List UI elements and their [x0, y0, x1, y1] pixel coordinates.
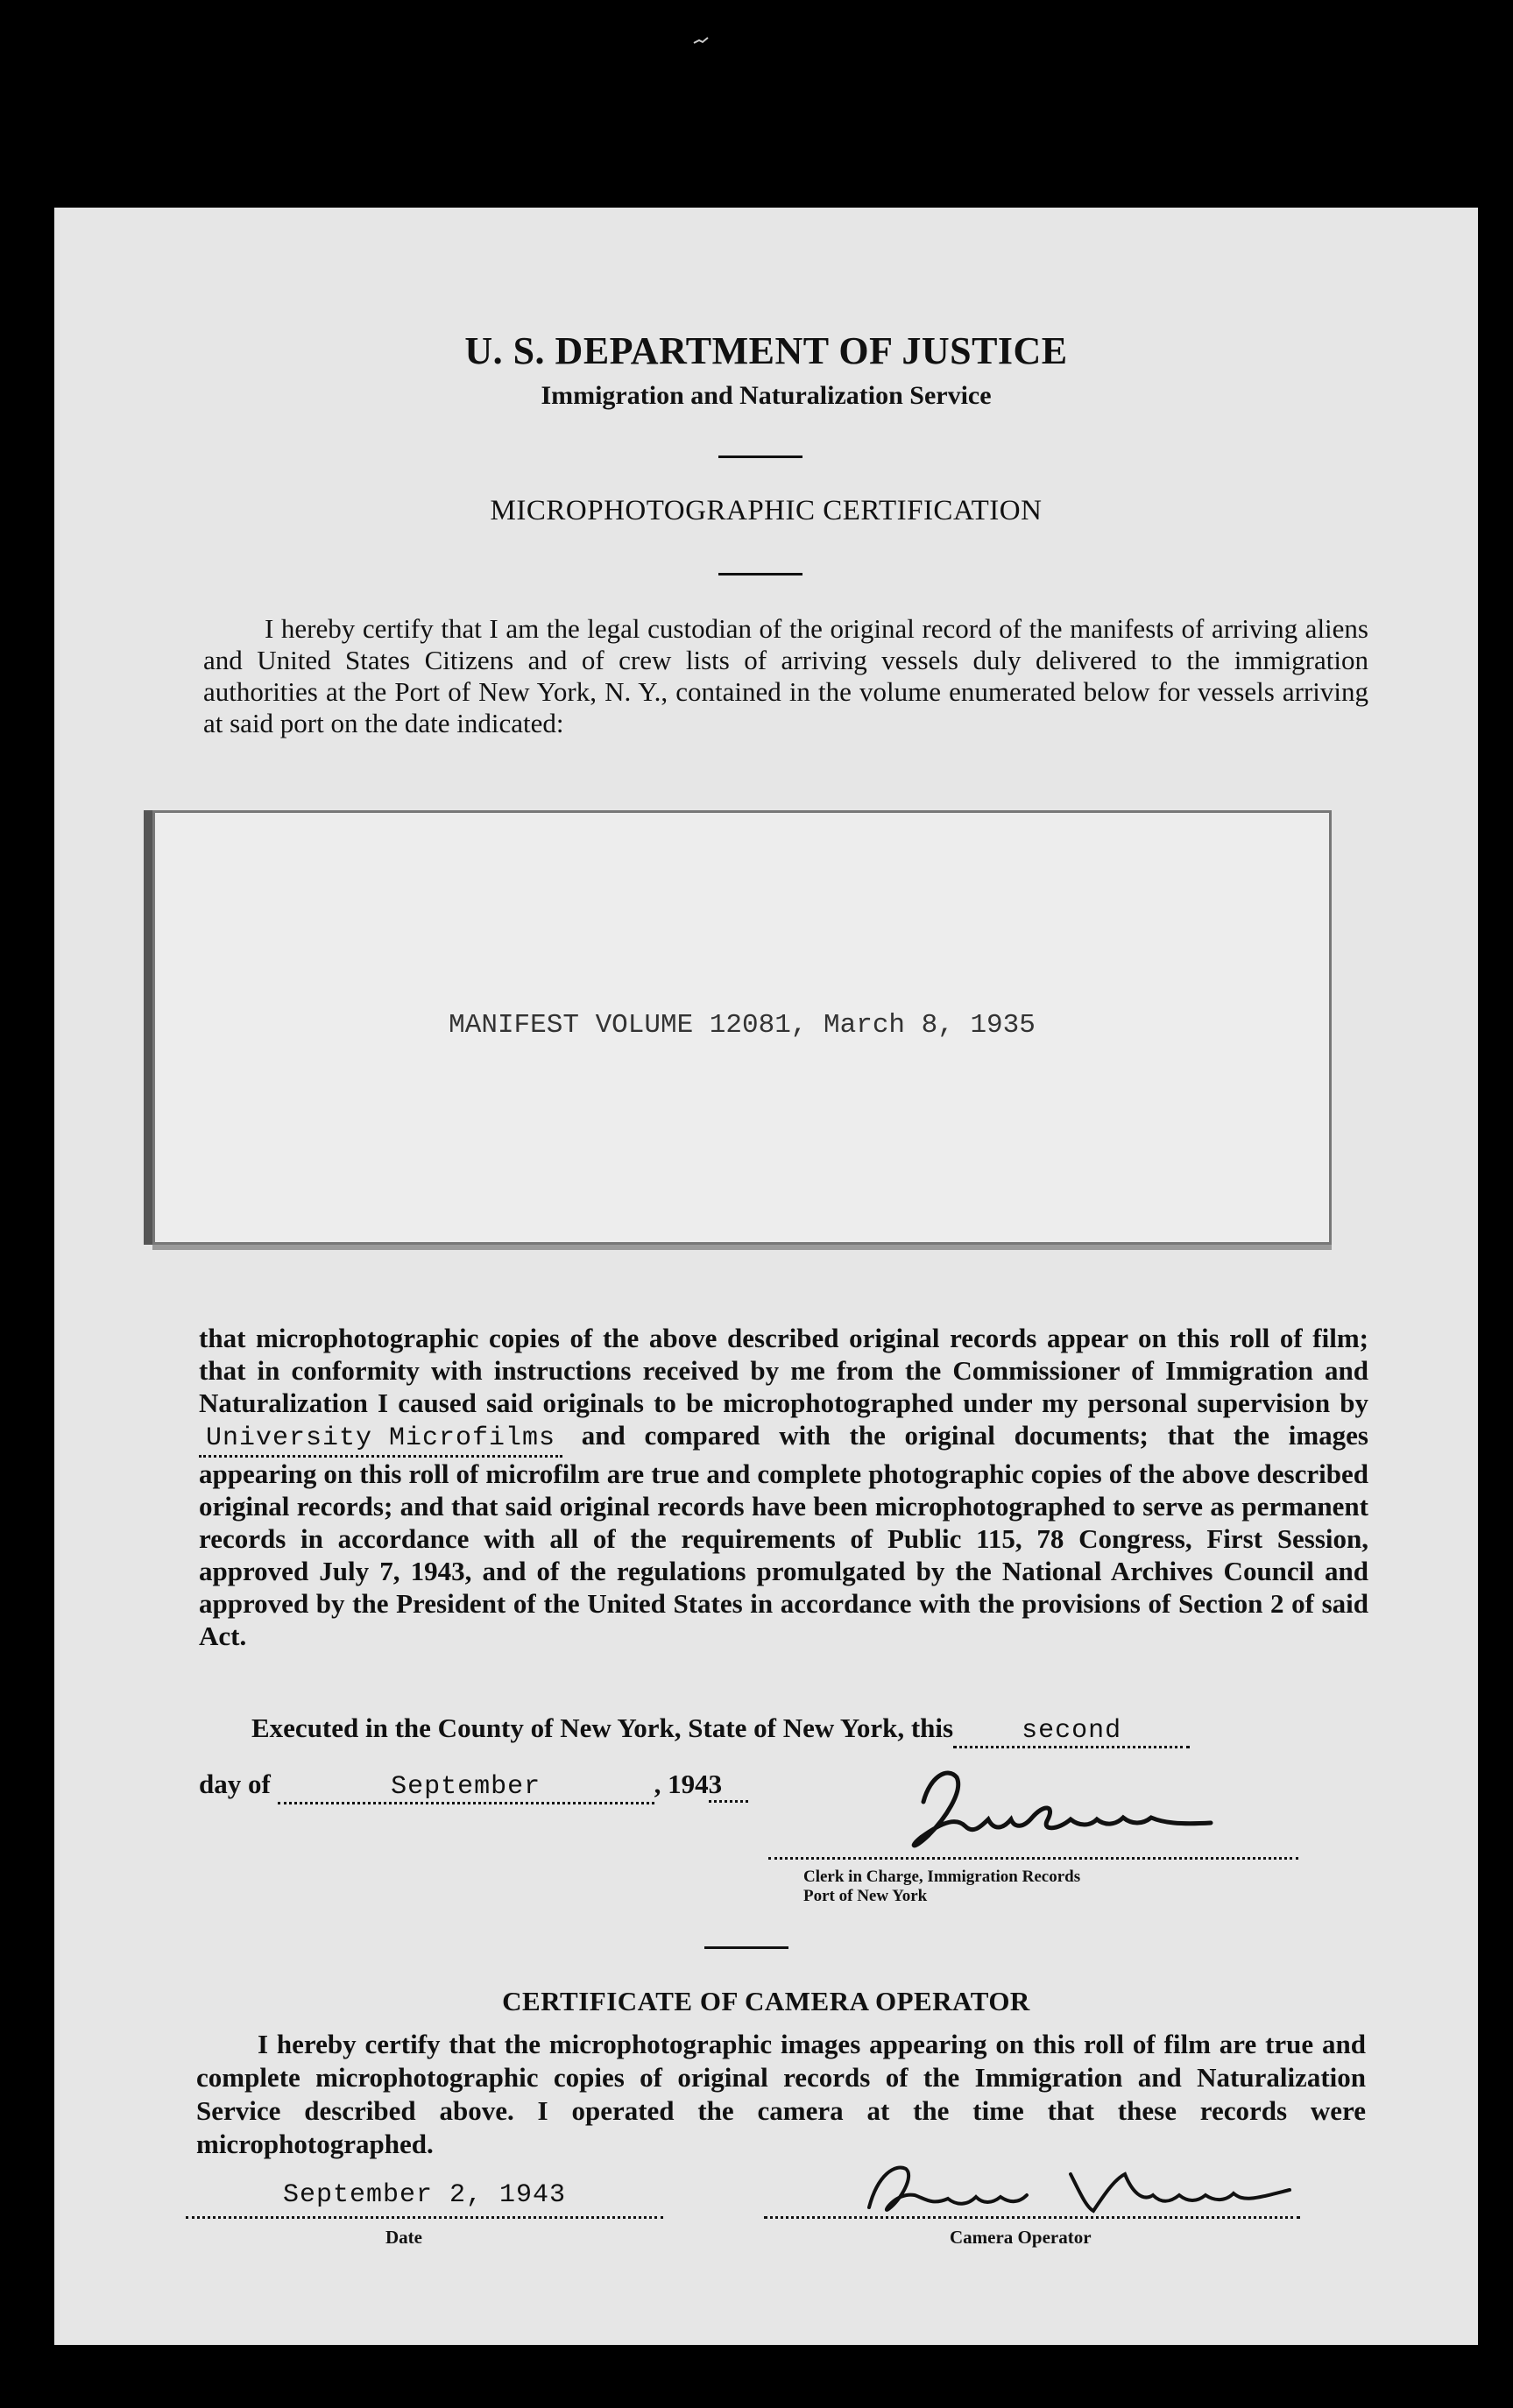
execution-month-field: September	[278, 1772, 654, 1804]
manifest-volume-label: MANIFEST VOLUME 12081, March 8, 1935	[449, 1010, 1036, 1041]
supervisor-field: University Microfilms	[199, 1423, 562, 1458]
intro-paragraph: I hereby certify that I am the legal custodian of the original record of the manifests of arriving aliens and United States Citizens and of crew lists of arriving vessels duly delivered to the immigration authorities at the Port of New York, N. Y., contained in the volume enumerated below for vessels arriving at said port on the date indicated:	[203, 613, 1368, 738]
camera-certificate-heading: CERTIFICATE OF CAMERA OPERATOR	[502, 1986, 1030, 2016]
execution-line: Executed in the County of New York, State of New York, this second	[251, 1712, 1190, 1748]
film-speck	[692, 35, 711, 46]
camera-date-label: Date	[385, 2227, 422, 2248]
camera-certificate-text: I hereby certify that the microphotographic images appearing on this roll of film are true and complete microphotographic copies of original records of the Immigration and Naturalization Service described above. I operated the camera at the time that these records were microphotographed.	[196, 2029, 1366, 2159]
divider	[704, 1946, 788, 1949]
clerk-signature	[860, 1767, 1298, 1863]
operator-signature-line	[764, 2216, 1300, 2219]
camera-date-value: September 2, 1943	[282, 2180, 567, 2210]
clerk-port: Port of New York	[803, 1887, 928, 1905]
clerk-title: Clerk in Charge, Immigration Records	[803, 1868, 1081, 1886]
divider	[718, 573, 802, 576]
camera-date-line	[186, 2216, 663, 2219]
clerk-signature-line	[768, 1857, 1298, 1860]
certification-heading: MICROPHOTOGRAPHIC CERTIFICATION	[490, 495, 1043, 526]
execution-date-line: day of September , 1943	[199, 1769, 748, 1804]
volume-label-card	[152, 810, 1332, 1245]
execution-year-field: 3	[709, 1769, 748, 1803]
certificate-page	[54, 208, 1478, 2345]
camera-operator-label: Camera Operator	[950, 2227, 1092, 2248]
divider	[718, 455, 802, 458]
certification-body: that microphotographic copies of the above described original records appear on this roll of film; that in conformity with instructions received by me from the Commissioner of Immigration and Naturalization I caused said originals to be microphotographed under my personal supervision by University Microfilms and compared with the original documents; that the images appearing on this roll of microfilm are true and complete photographic copies of the above described original records; and that said original records have been microphotographed to serve as permanent records in accordance with all of the requirements of Public 115, 78 Congress, First Session, approved July 7, 1943, and of the regulations promulgated by the National Archives Council and approved by the President of the United States in accordance with the provisions of Section 2 of said Act.	[199, 1323, 1368, 1651]
service-subtitle: Immigration and Naturalization Service	[541, 381, 992, 410]
department-title: U. S. DEPARTMENT OF JUSTICE	[464, 329, 1068, 372]
execution-day-field: second	[953, 1716, 1190, 1748]
